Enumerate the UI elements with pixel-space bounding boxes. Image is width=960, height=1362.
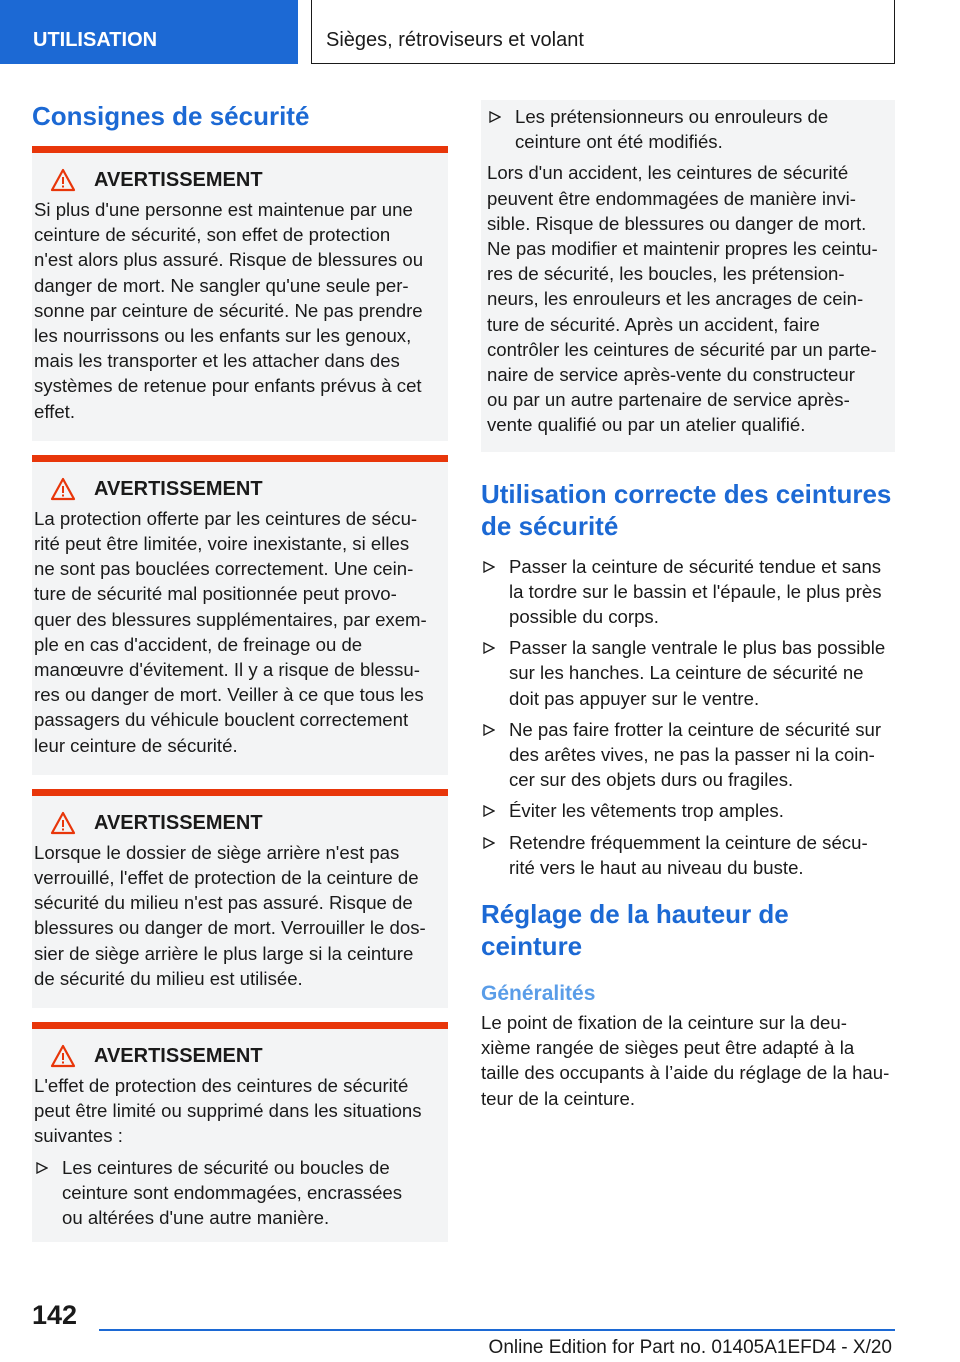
warning-text <box>487 160 885 437</box>
text-line: de sécurité <box>481 510 619 541</box>
text-line: sible. Risque de blessures ou danger de mort. <box>487 212 867 234</box>
right-column <box>481 100 895 1111</box>
text-line: ne sont pas bouclées correctement. Une cein- <box>34 558 414 580</box>
text-line: mais les transporter et les attacher dans des <box>34 350 400 372</box>
list-item <box>481 554 895 630</box>
text-line: Réglage de la hauteur de <box>481 899 789 930</box>
text-line: Le point de fixation de la ceinture sur la deu- <box>481 1012 847 1034</box>
text-line: res ou danger de mort. Veiller à ce que tous les <box>34 684 424 706</box>
text-line: ceinture de sécurité, son effet de protection <box>34 224 391 246</box>
text-line: danger de mort. Ne sangler qu'une seule per- <box>34 274 409 296</box>
text-line: blessures ou danger de mort. Verrouiller le dos- <box>34 917 426 939</box>
section-title: Consignes de sécurité <box>32 101 310 131</box>
text-line: Ne pas modifier et maintenir propres les ceintu- <box>487 238 878 260</box>
warning-heading-label: AVERTISSEMENT <box>94 1045 263 1068</box>
text-line: ceinture <box>481 931 583 962</box>
chapter-label: Sièges, rétroviseurs et volant <box>326 29 584 51</box>
chapter-box <box>311 0 895 64</box>
warning-box <box>32 789 448 1008</box>
text-line: leur ceinture de sécurité. <box>34 734 238 756</box>
text-line: contrôler les ceintures de sécurité par un parte- <box>487 338 877 360</box>
warning-heading <box>50 1043 438 1069</box>
body-text <box>481 1010 895 1111</box>
text-line: ou par un autre partenaire de service après- <box>487 389 850 411</box>
text-line: L'effet de protection des ceintures de sécurité <box>34 1075 409 1097</box>
text-line: effet. <box>34 400 76 422</box>
text-line: teur de la ceinture. <box>481 1087 636 1109</box>
text-line: sécurité du milieu n'est pas assuré. Risque de <box>34 892 413 914</box>
list-item <box>481 717 895 793</box>
text-line: Si plus d'une personne est maintenue par une <box>34 199 413 220</box>
left-column <box>32 100 448 1242</box>
text-line: ceinture sont endommagées, encrassées <box>62 1181 403 1203</box>
bullet-triangle-icon <box>483 724 495 736</box>
text-line: la tordre sur le bassin et l'épaule, le plus près <box>509 580 882 602</box>
text-line: ou altérées d'une autre manière. <box>62 1207 330 1229</box>
text-line: Passer la ceinture de sécurité tendue et sans <box>509 555 882 577</box>
text-line: xième rangée de sièges peut être adapté à la <box>481 1037 855 1059</box>
footer-rule <box>99 1329 895 1331</box>
text-line: possible du corps. <box>509 606 659 628</box>
page-header <box>0 0 960 66</box>
bullet-triangle-icon <box>36 1162 48 1174</box>
section-tab <box>0 0 298 64</box>
bullet-triangle-icon <box>483 561 495 573</box>
text-line: naire de service après-vente du constructeur <box>487 364 855 386</box>
text-line: Éviter les vêtements trop amples. <box>509 800 784 822</box>
text-line: neurs, les enrouleurs et les ancrages de cein- <box>487 288 864 310</box>
list-item <box>487 104 885 154</box>
text-line: ture de sécurité. Après un accident, faire <box>487 313 820 335</box>
list-item <box>481 830 895 880</box>
text-line: rité peut être limitée, voire inexistante, si elles <box>34 533 410 555</box>
text-line: Les prétensionneurs ou enrouleurs de <box>515 106 829 127</box>
text-line: Lorsque le dossier de siège arrière n'est pas <box>34 841 400 863</box>
text-line: passagers du véhicule bouclent correctement <box>34 709 409 731</box>
page-number: 142 <box>32 1300 78 1330</box>
text-line: cer sur des objets durs ou fragiles. <box>509 769 794 791</box>
text-line: ple en cas d'accident, de freinage ou de <box>34 633 363 655</box>
text-line: peut être limité ou supprimé dans les situations <box>34 1100 422 1122</box>
list-item <box>481 635 895 711</box>
list-item <box>34 1155 438 1231</box>
text-line: peuvent être endommagées de manière invi- <box>487 187 856 209</box>
text-line: ceinture ont été modifiés. <box>515 131 723 153</box>
text-line: suivantes : <box>34 1125 123 1147</box>
text-line: taille des occupants à l’aide du réglage de la hau- <box>481 1062 890 1084</box>
text-line: res de sécurité, les boucles, les prétension- <box>487 263 845 285</box>
list-item <box>481 798 895 823</box>
warning-heading-label: AVERTISSEMENT <box>94 169 263 191</box>
text-line: sonne par ceinture de sécurité. Ne pas prendre <box>34 299 423 321</box>
text-line: quer des blessures supplémentaires, par exem- <box>34 608 427 630</box>
text-line: les nourrissons ou les enfants sur les genoux, <box>34 325 412 347</box>
warning-text <box>34 506 438 758</box>
text-line: verrouillé, l'effet de protection de la ceinture de <box>34 867 419 889</box>
warning-box <box>32 146 448 441</box>
warning-heading-label: AVERTISSEMENT <box>94 477 263 500</box>
warning-continuation <box>481 100 895 452</box>
warning-box <box>32 1022 448 1242</box>
text-line: Lors d'un accident, les ceintures de sécurité <box>487 162 849 184</box>
section-title-usage <box>481 478 895 542</box>
warning-heading <box>50 476 438 502</box>
text-line: doit pas appuyer sur le ventre. <box>509 687 760 709</box>
text-line: Les ceintures de sécurité ou boucles de <box>62 1156 390 1178</box>
footer-edition: Online Edition for Part no. 01405A1EFD4 - X/20 <box>488 1337 892 1358</box>
warning-box <box>32 455 448 775</box>
warning-text <box>34 1073 438 1149</box>
text-line: manœuvre d'évitement. Il y a risque de blessu- <box>34 659 420 681</box>
warning-heading-label: AVERTISSEMENT <box>94 811 263 834</box>
text-line: systèmes de retenue pour enfants prévus à cet <box>34 375 422 397</box>
warning-heading <box>50 167 438 193</box>
text-line: des arêtes vives, ne pas la passer ni la coin- <box>509 744 875 766</box>
text-line: ture de sécurité mal positionnée peut provo- <box>34 583 397 605</box>
bullet-triangle-icon <box>483 642 495 654</box>
text-line: Utilisation correcte des ceintures <box>481 478 892 509</box>
text-line: sur les hanches. La ceinture de sécurité ne <box>509 662 864 684</box>
text-line: vente qualifié ou par un atelier qualifié. <box>487 414 806 436</box>
warning-heading <box>50 810 438 836</box>
text-line: Passer la sangle ventrale le plus bas possible <box>509 637 886 659</box>
usage-list <box>481 554 895 880</box>
text-line: n'est alors plus assuré. Risque de blessures ou <box>34 249 424 271</box>
text-line: de sécurité du milieu est utilisée. <box>34 967 303 989</box>
text-line: Ne pas faire frotter la ceinture de sécurité sur <box>509 718 882 740</box>
section-label: UTILISATION <box>33 29 158 51</box>
bullet-triangle-icon <box>489 111 501 123</box>
warning-icon <box>50 1044 76 1068</box>
warning-icon <box>50 168 76 192</box>
text-line: La protection offerte par les ceintures de sécu- <box>34 507 418 529</box>
warning-icon <box>50 477 76 501</box>
bullet-triangle-icon <box>483 805 495 817</box>
warning-text <box>34 197 438 424</box>
bullet-triangle-icon <box>483 837 495 849</box>
warning-icon <box>50 811 76 835</box>
text-line: rité vers le haut au niveau du buste. <box>509 856 804 878</box>
warning-text <box>34 840 438 991</box>
text-line: Retendre fréquemment la ceinture de sécu- <box>509 831 868 853</box>
section-title-height <box>481 898 895 962</box>
text-line: sier de siège arrière le plus large si la ceinture <box>34 942 414 964</box>
subsection-title: Généralités <box>481 982 596 1006</box>
